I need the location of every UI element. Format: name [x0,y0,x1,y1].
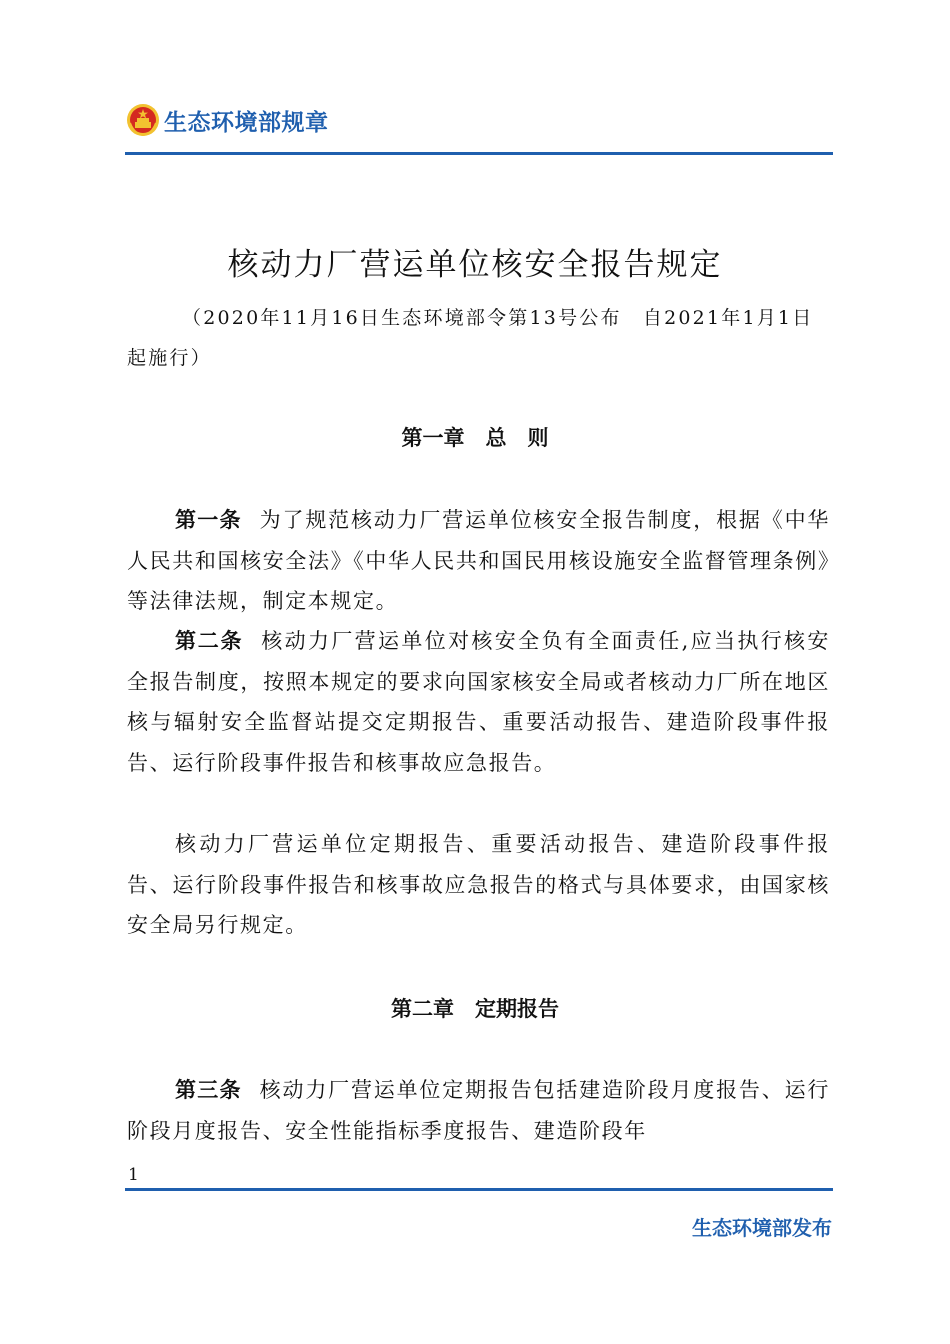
article-label: 第三条 [175,1078,242,1102]
article-label: 第二条 [175,629,244,653]
footer-divider [125,1188,833,1191]
article-label: 第一条 [175,508,242,532]
document-title: 核动力厂营运单位核安全报告规定 [227,247,723,283]
national-emblem-icon [126,103,160,137]
article-text: 核动力厂营运单位定期报告、重要活动报告、建造阶段事件报告、运行阶段事件报告和核事故应急报告的格式与具体要求，由国家核安全局另行规定。 [127,832,830,937]
article-paragraph [127,621,830,783]
chapter-heading: 第一章 总 则 [401,426,549,450]
article-text: 为了规范核动力厂营运单位核安全报告制度，根据《中华人民共和国核安全法》《中华人民共和国民用核设施安全监督管理条例》等法律法规，制定本规定。 [127,508,831,613]
document-subtitle: （2020年11月16日生态环境部令第13号公布 自2021年1月1日起施行） [127,307,814,369]
chapter-heading: 第二章 定期报告 [391,997,559,1021]
article-paragraph [127,824,830,946]
article-paragraph [127,1070,830,1151]
page-header [126,98,329,142]
article-text: 核动力厂营运单位对核安全负有全面责任,应当执行核安全报告制度，按照本规定的要求向国家核安全局或者核动力厂所在地区核与辐射安全监督站提交定期报告、重要活动报告、建造阶段事件报告、运行阶段事件报告和核事故应急报告。 [127,629,830,775]
footer-publisher: 生态环境部发布 [692,1216,832,1240]
header-title: 生态环境部规章 [164,109,329,136]
article-text: 核动力厂营运单位定期报告包括建造阶段月度报告、运行阶段月度报告、安全性能指标季度报告、建造阶段年 [127,1078,831,1143]
article-paragraph [127,500,830,622]
page-number: 1 [128,1165,139,1185]
header-divider [125,152,833,155]
